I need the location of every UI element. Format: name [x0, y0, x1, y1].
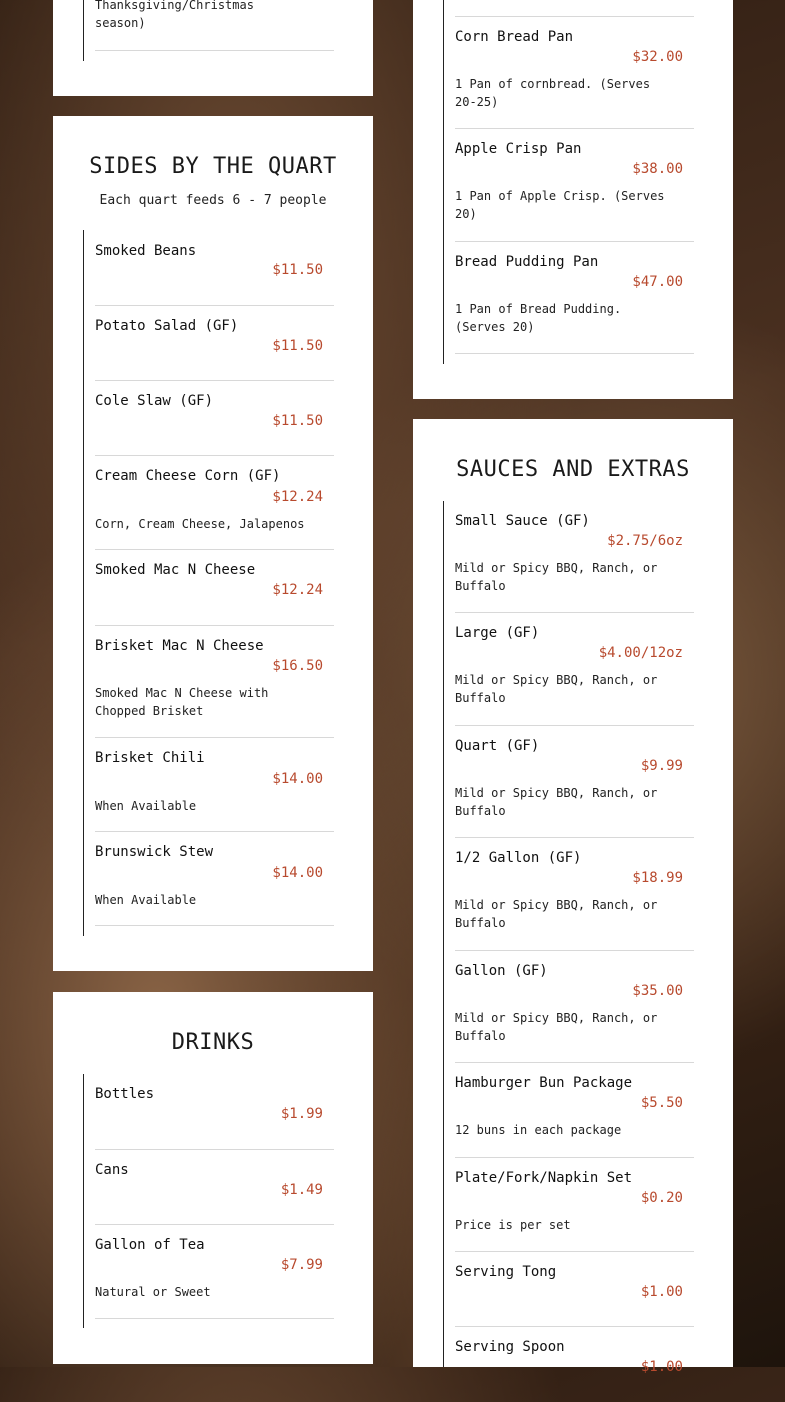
menu-item-price: $11.50 [272, 338, 323, 354]
menu-item[interactable] [95, 1074, 334, 1150]
menu-item[interactable] [455, 726, 694, 838]
menu-item-description: 1 Pan of Bread Pudding. (Serves 20) [455, 302, 622, 334]
menu-item-list [83, 1074, 334, 1328]
menu-item[interactable] [455, 129, 694, 242]
menu-item-price: $14.00 [272, 771, 323, 787]
menu-item-description: 1 Pan of cornbread. (Serves 20-25) [455, 77, 651, 109]
menu-item-price: $1.99 [280, 1106, 323, 1122]
menu-item-name: Brunswick Stew [95, 844, 214, 860]
menu-item-price: $1.00 [640, 1359, 683, 1375]
menu-item-price: $0.20 [640, 1190, 683, 1206]
menu-item-name: Quart (GF) [455, 738, 540, 754]
menu-item-name: Plate/Fork/Napkin Set [455, 1170, 633, 1186]
menu-item-name: 1/2 Gallon (GF) [455, 850, 582, 866]
menu-item-price: $11.50 [272, 262, 323, 278]
menu-item-name: Serving Spoon [455, 1339, 565, 1355]
menu-item-price: $14.00 [272, 865, 323, 881]
menu-item[interactable] [95, 306, 334, 381]
menu-item-price: $47.00 [632, 274, 683, 290]
menu-item-name: Hamburger Bun Package [455, 1075, 633, 1091]
menu-item-name: Bread Pudding Pan [455, 254, 599, 270]
menu-item[interactable] [95, 381, 334, 456]
menu-item-description: When Available [95, 893, 197, 907]
menu-item-name: Cole Slaw (GF) [95, 393, 214, 409]
menu-item-description: Mild or Spicy BBQ, Ranch, or Buffalo [455, 561, 658, 593]
menu-item-name: Brisket Chili [95, 750, 205, 766]
menu-item-price: $38.00 [632, 161, 683, 177]
menu-item[interactable] [95, 1225, 334, 1319]
menu-item[interactable] [95, 832, 334, 926]
menu-card-top-left [53, 0, 373, 96]
menu-item[interactable] [455, 613, 694, 726]
menu-item-name: Brisket Mac N Cheese [95, 638, 264, 654]
menu-item[interactable] [455, 501, 694, 613]
menu-item[interactable] [455, 838, 694, 951]
menu-item-price: $12.24 [272, 489, 323, 505]
menu-item[interactable] [95, 626, 334, 738]
menu-item-name: Serving Tong [455, 1264, 557, 1280]
menu-item-description: Mild or Spicy BBQ, Ranch, or Buffalo [455, 1011, 658, 1043]
section-title: SAUCES AND EXTRAS [456, 457, 690, 482]
section-subtitle: Each quart feeds 6 - 7 people [99, 193, 327, 208]
menu-item[interactable] [95, 1150, 334, 1225]
menu-card-sides [53, 116, 373, 971]
menu-card-sauces [413, 419, 733, 1375]
menu-item-price: $9.99 [640, 758, 683, 774]
menu-item[interactable] [455, 1327, 694, 1402]
menu-item-description: Price is per set [455, 1218, 571, 1232]
menu-item-partial [455, 0, 694, 17]
menu-item[interactable] [455, 1063, 694, 1158]
menu-item[interactable] [455, 242, 694, 354]
menu-item-name: Cream Cheese Corn (GF) [95, 468, 281, 484]
menu-item-description: 12 buns in each package [455, 1123, 622, 1137]
menu-item-description: Mild or Spicy BBQ, Ranch, or Buffalo [455, 673, 658, 705]
menu-item-name: Gallon (GF) [455, 963, 548, 979]
menu-item-price: $4.00/12oz [598, 645, 683, 661]
menu-item-name: Large (GF) [455, 625, 540, 641]
menu-item-list [83, 0, 334, 61]
menu-item-description: Mild or Spicy BBQ, Ranch, or Buffalo [455, 898, 658, 930]
menu-item[interactable] [455, 1158, 694, 1252]
menu-item[interactable] [455, 1252, 694, 1327]
menu-item[interactable] [95, 230, 334, 306]
menu-item-price: $35.00 [632, 983, 683, 999]
menu-item-name: Bottles [95, 1086, 155, 1102]
menu-item-price: $12.24 [272, 582, 323, 598]
menu-item-description: Corn, Cream Cheese, Jalapenos [95, 517, 305, 531]
menu-item-name: Potato Salad (GF) [95, 318, 239, 334]
menu-item-description: Thanksgiving/Christmas season) [95, 0, 254, 30]
menu-item [95, 0, 334, 51]
menu-item[interactable] [95, 550, 334, 626]
section-title: SIDES BY THE QUART [89, 154, 337, 179]
menu-item-description: Smoked Mac N Cheese with Chopped Brisket [95, 686, 269, 718]
menu-item-price: $5.50 [640, 1095, 683, 1111]
menu-item[interactable] [95, 738, 334, 832]
menu-item-name: Corn Bread Pan [455, 29, 574, 45]
menu-item[interactable] [455, 17, 694, 129]
menu-item-description: Natural or Sweet [95, 1285, 211, 1299]
menu-item[interactable] [455, 951, 694, 1063]
menu-item-price: $1.49 [280, 1182, 323, 1198]
menu-item-list [443, 501, 694, 1375]
menu-card-drinks [53, 992, 373, 1364]
menu-item[interactable] [95, 456, 334, 550]
menu-item-list [443, 0, 694, 364]
menu-item-price: $18.99 [632, 870, 683, 886]
menu-item-price: $32.00 [632, 49, 683, 65]
menu-item-price: $11.50 [272, 413, 323, 429]
menu-item-price: $7.99 [280, 1257, 323, 1273]
menu-item-name: Smoked Mac N Cheese [95, 562, 256, 578]
menu-item-price: $16.50 [272, 658, 323, 674]
menu-item-price: $2.75/6oz [607, 533, 683, 549]
menu-item-name: Small Sauce (GF) [455, 513, 590, 529]
menu-item-description: When Available [95, 799, 197, 813]
section-title: DRINKS [171, 1030, 255, 1055]
menu-item-price: $1.00 [640, 1284, 683, 1300]
menu-card-top-right [413, 0, 733, 399]
menu-item-list [83, 230, 334, 936]
menu-item-description: 1 Pan of Apple Crisp. (Serves 20) [455, 189, 665, 221]
menu-item-name: Cans [95, 1162, 129, 1178]
menu-item-name: Apple Crisp Pan [455, 141, 582, 157]
menu-item-name: Gallon of Tea [95, 1237, 205, 1253]
menu-item-name: Smoked Beans [95, 243, 197, 259]
menu-item-description: Mild or Spicy BBQ, Ranch, or Buffalo [455, 786, 658, 818]
